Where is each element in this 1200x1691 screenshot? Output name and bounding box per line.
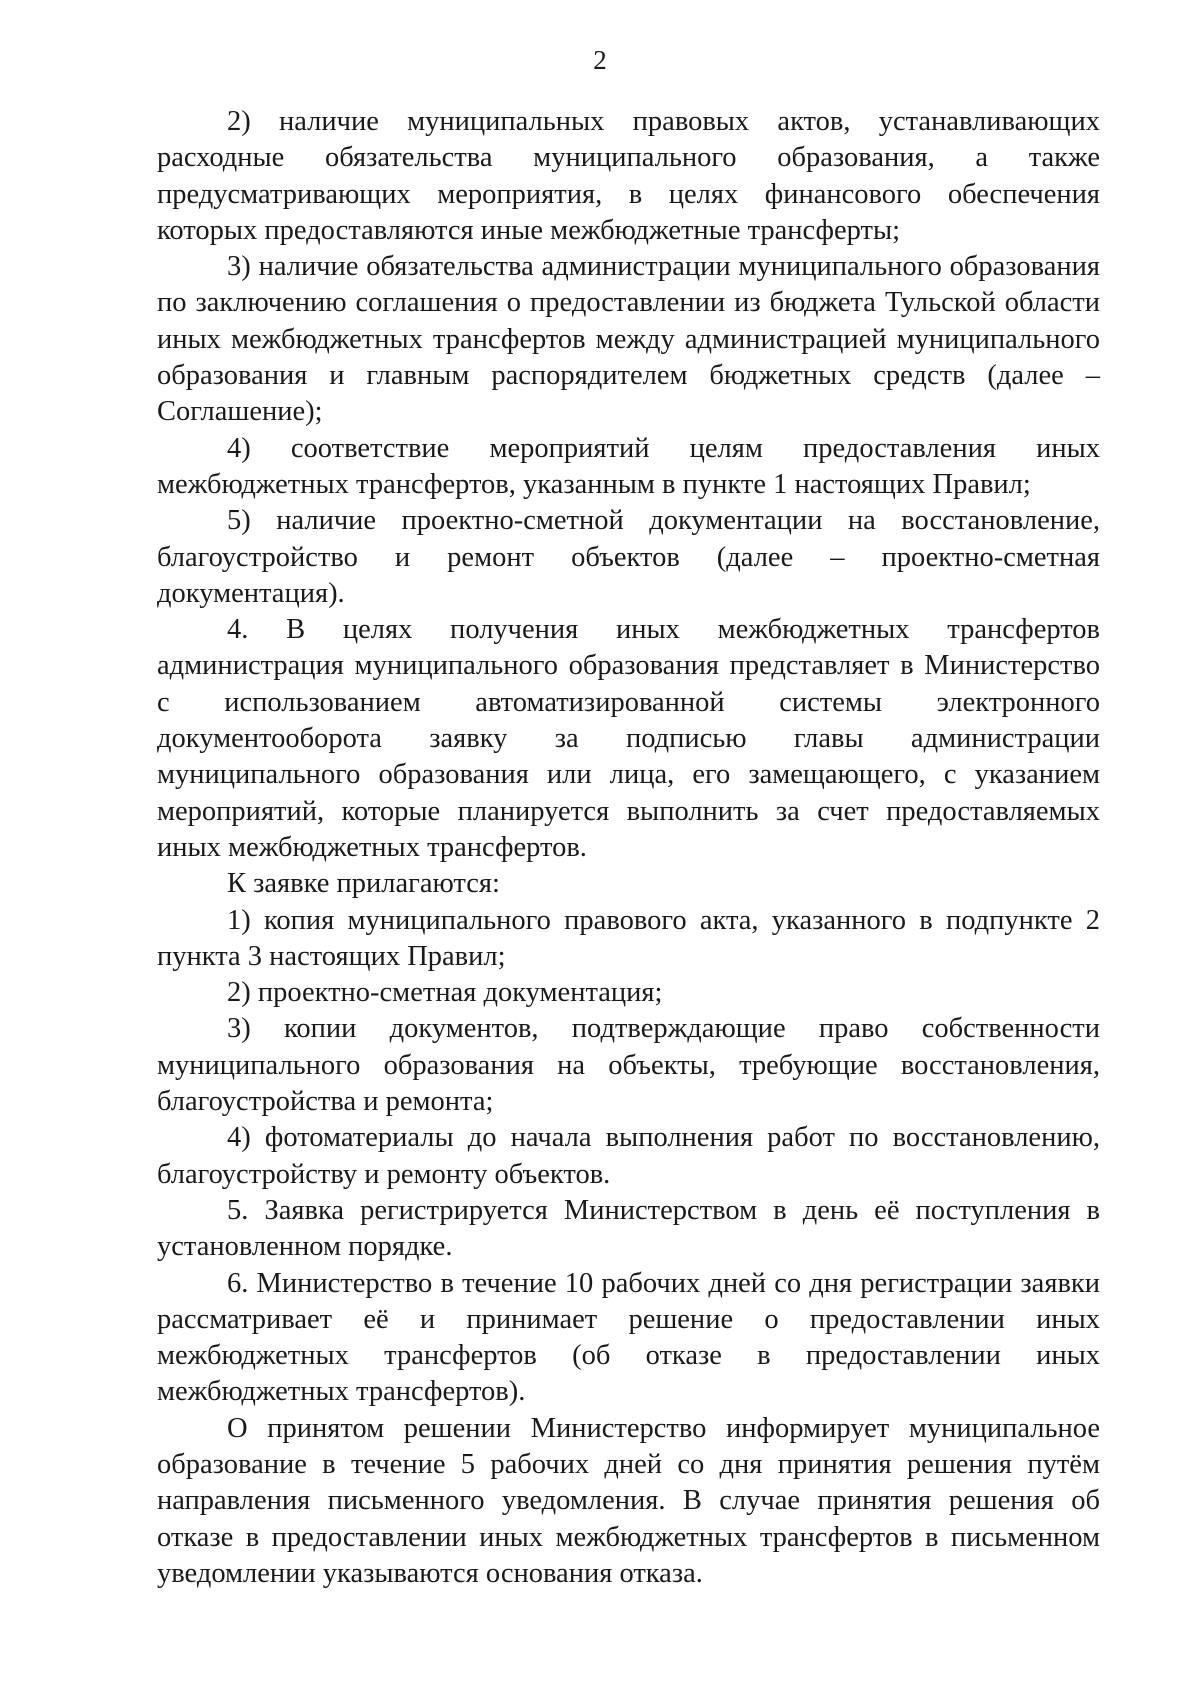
paragraph-item-3: 3) наличие обязательства администрации муниципального образования по заключению соглашения о предоставлении из бюджета Тульской области иных межбюджетных трансфертов между администрацией муниципального образования и главным распорядителем бюджетных средств (далее – Соглашение); — [157, 251, 1100, 428]
paragraph-item-4: 4) соответствие мероприятий целям предоставления иных межбюджетных трансфертов, указанным в пункте 1 настоящих Правил; — [157, 432, 1100, 500]
paragraph-section-5: 5. Заявка регистрируется Министерством в день её поступления в установленном порядке. — [157, 1194, 1100, 1263]
paragraph-item-2: 2) наличие муниципальных правовых актов, устанавливающих расходные обязательства муниципального образования, а также предусматривающих мероприятия, в целях финансового обеспечения которых предоставляются иные межбюджетные трансферты; — [157, 106, 1100, 246]
page-number: 2 — [593, 45, 607, 75]
paragraph-attachment-1: 1) копия муниципального правового акта, указанного в подпункте 2 пункта 3 настоящих Правил; — [157, 904, 1100, 972]
paragraph-section-6: 6. Министерство в течение 10 рабочих дней со дня регистрации заявки рассматривает её и принимает решение о предоставлении иных межбюджетных трансфертов (об отказе в предоставлении иных межбюджетных трансфертов). — [157, 1267, 1100, 1408]
document-body — [157, 104, 1100, 1592]
paragraph-attachment-2: 2) проектно-сметная документация; — [227, 977, 663, 1009]
paragraph-attachment-4: 4) фотоматериалы до начала выполнения работ по восстановлению, благоустройству и ремонту объектов. — [157, 1122, 1100, 1190]
paragraph-item-5: 5) наличие проектно-сметной документации на восстановление, благоустройство и ремонт объектов (далее – проектно-сметная документация). — [157, 505, 1100, 609]
paragraph-attachment-3: 3) копии документов, подтверждающие право собственности муниципального образования на объекты, требующие восстановления, благоустройства и ремонта; — [157, 1013, 1100, 1118]
paragraph-decision-notice: О принятом решении Министерство информирует муниципальное образование в течение 5 рабочих дней со дня принятия решения путём направления письменного уведомления. В случае принятия решения об отказе в предоставлении иных межбюджетных трансфертов в письменном уведомлении указываются основания отказа. — [157, 1412, 1100, 1589]
paragraph-section-4: 4. В целях получения иных межбюджетных трансфертов администрация муниципального образования представляет в Министерство с использованием автоматизированной системы электронного документооборота заявку за подписью главы администрации муниципального образования или лица, его замещающего, с указанием мероприятий, которые планируется выполнить за счет предоставляемых иных межбюджетных трансфертов. — [157, 614, 1100, 863]
paragraph-attachments-intro: К заявке прилагаются: — [227, 868, 500, 900]
